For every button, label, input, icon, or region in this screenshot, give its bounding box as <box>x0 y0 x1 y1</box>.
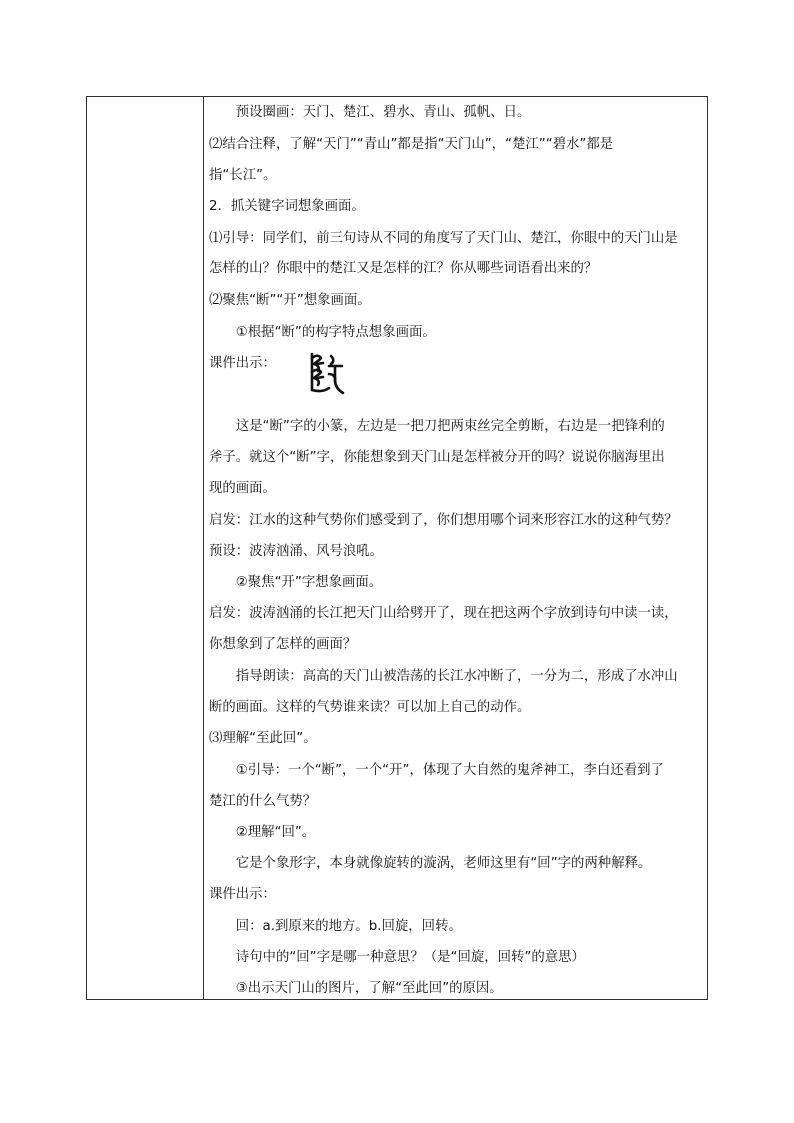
seal-script-duan-image <box>309 350 345 396</box>
text-line: 它是个象形字，本身就像旋转的漩涡，老师这里有“回”字的两种解释。 <box>209 856 652 871</box>
text-line: 指导朗读：高高的天门山被浩荡的长江水冲断了，一分为二，形成了水冲山 <box>209 669 678 684</box>
text-line: ①根据“断”的构字特点想象画面。 <box>209 325 436 340</box>
text-line: 课件出示： <box>209 356 276 371</box>
column-divider <box>203 96 204 1000</box>
text-line: 启发：波涛汹涌的长江把天门山给劈开了，现在把这两个字放到诗句中读一读， <box>209 606 678 621</box>
text-line: ①引导：一个“断”，一个“开”，体现了大自然的鬼斧神工，李白还看到了 <box>209 763 664 778</box>
text-line: 你想象到了怎样的画面？ <box>209 637 357 652</box>
text-line: 这是“断”字的小篆，左边是一把刀把两束丝完全剪断，右边是一把锋利的 <box>209 419 665 434</box>
text-line: 现的画面。 <box>209 481 276 496</box>
text-line: ⑶理解“至此回”。 <box>209 731 317 746</box>
text-line: ⑵聚焦“断”“开”想象画面。 <box>209 293 371 308</box>
text-line: 楚江的什么气势？ <box>209 794 317 809</box>
text-line: 断的画面。这样的气势谁来读？可以加上自己的动作。 <box>209 700 531 715</box>
text-line: ②理解“回”。 <box>209 825 316 840</box>
text-line: 预设：波涛汹涌、风号浪吼。 <box>209 544 384 559</box>
text-line: ③出示天门山的图片，了解“至此回”的原因。 <box>209 981 503 996</box>
text-line: 指“长江”。 <box>209 168 277 183</box>
text-line: 预设圈画：天门、楚江、碧水、青山、孤帆、日。 <box>209 105 531 120</box>
text-line: 诗句中的“回”字是哪一种意思？（是“回旋，回转”的意思） <box>209 950 585 965</box>
text-line: ⑴引导：同学们，前三句诗从不同的角度写了天门山、楚江，你眼中的天门山是 <box>209 231 678 246</box>
text-line: ⑵结合注释，了解“天门”“青山”都是指“天门山”，“楚江”“碧水”都是 <box>209 137 614 152</box>
text-line: 怎样的山？你眼中的楚江又是怎样的江？你从哪些词语看出来的？ <box>209 261 598 276</box>
text-line: 回：a.到原来的地方。b.回旋，回转。 <box>209 919 462 934</box>
text-line: 课件出示： <box>209 887 276 902</box>
text-line: 斧子。就这个“断”字，你能想象到天门山是怎样被分开的吗？说说你脑海里出 <box>209 450 665 465</box>
text-line: ②聚焦“开”字想象画面。 <box>209 575 383 590</box>
text-line: 2．抓关键字词想象画面。 <box>209 199 365 214</box>
text-line: 启发：江水的这种气势你们感受到了，你们想用哪个词来形容江水的这种气势？ <box>209 513 678 528</box>
